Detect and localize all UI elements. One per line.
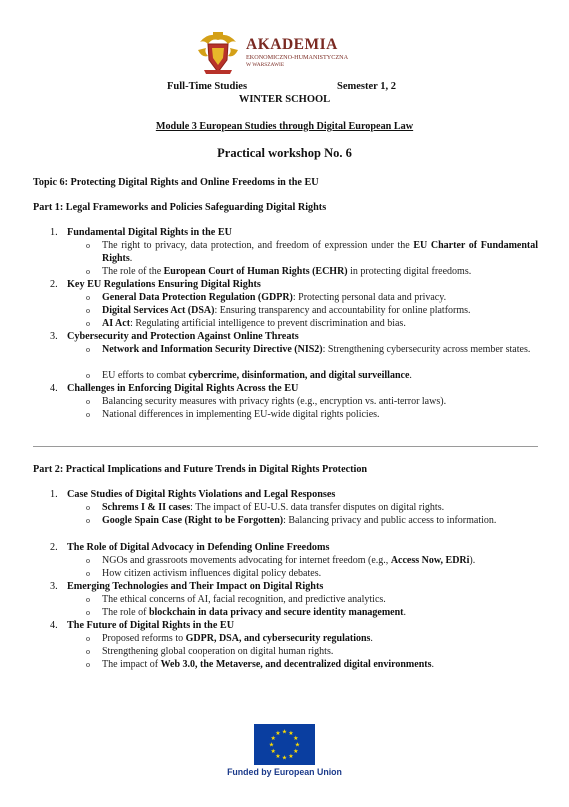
university-logo	[196, 30, 386, 78]
bullet-icon: o	[86, 503, 90, 512]
bullet-icon: o	[86, 647, 90, 656]
bullet-icon: o	[86, 595, 90, 604]
part2-item-2: 2. The Role of Digital Advocacy in Defending Online Freedoms	[50, 542, 330, 553]
bullet-icon: o	[86, 516, 90, 525]
bullet-icon: o	[86, 319, 90, 328]
crest-icon	[196, 30, 240, 76]
eu-star-icon: ★	[270, 749, 276, 755]
bullet-icon: o	[86, 267, 90, 276]
part1-sub-1: o The right to privacy, data protection, and freedom of expression under the EU Charter of Fundamental Rights.	[86, 240, 539, 264]
part2-sub-2: o Google Spain Case (Right to be Forgotten): Balancing privacy and public access to information.	[86, 515, 497, 526]
part1-sub-3: o General Data Protection Regulation (GDPR): Protecting personal data and privacy.	[86, 292, 447, 303]
eu-star-icon: ★	[281, 729, 288, 736]
funded-by-eu: Funded by European Union	[227, 767, 342, 777]
school-name: WINTER SCHOOL	[238, 94, 331, 105]
eu-star-icon: ★	[270, 736, 276, 742]
part1-sub-2: o The role of the European Court of Human Rights (ECHR) in protecting digital freedoms.	[86, 266, 472, 277]
part1-item-1: 1. Fundamental Digital Rights in the EU	[50, 227, 232, 238]
section-divider	[33, 446, 538, 447]
bullet-icon: o	[86, 608, 90, 617]
bullet-icon: o	[86, 556, 90, 565]
bullet-icon: o	[86, 397, 90, 406]
bullet-icon: o	[86, 306, 90, 315]
part2-sub-5: o The ethical concerns of AI, facial recognition, and predictive analytics.	[86, 594, 386, 605]
logo-subtitle: EKONOMICZNO-HUMANISTYCZNA	[246, 54, 349, 61]
eu-star-icon: ★	[268, 742, 275, 749]
study-mode: Full-Time Studies	[167, 81, 248, 92]
eu-star-icon: ★	[281, 755, 288, 762]
part1-sub-4: o Digital Services Act (DSA): Ensuring transparency and accountability for online platforms.	[86, 305, 471, 316]
part2-item-1: 1. Case Studies of Digital Rights Violations and Legal Responses	[50, 489, 336, 500]
eu-star-icon: ★	[288, 731, 294, 738]
part1-item-2: 2. Key EU Regulations Ensuring Digital Rights	[50, 279, 261, 290]
bullet-icon: o	[86, 371, 90, 380]
logo-city: W WARSZAWIE	[246, 62, 285, 68]
part2-sub-7: o Proposed reforms to GDPR, DSA, and cybersecurity regulations.	[86, 633, 373, 644]
part1-title: Part 1: Legal Frameworks and Policies Safeguarding Digital Rights	[33, 202, 327, 213]
part2-sub-9: o The impact of Web 3.0, the Metaverse, and decentralized digital environments.	[86, 659, 434, 670]
part2-sub-1: o Schrems I & II cases: The impact of EU-U.S. data transfer disputes on digital rights.	[86, 502, 445, 513]
bullet-icon: o	[86, 569, 90, 578]
workshop-title: Practical workshop No. 6	[217, 146, 352, 160]
part1-sub-8: o Balancing security measures with privacy rights (e.g., encryption vs. anti-terror laws).	[86, 396, 447, 407]
logo-name: AKADEMIA	[246, 36, 338, 53]
part2-item-4: 4. The Future of Digital Rights in the EU	[50, 620, 235, 631]
part1-item-3: 3. Cybersecurity and Protection Against Online Threats	[50, 331, 299, 342]
bullet-icon: o	[86, 293, 90, 302]
part1-item-4: 4. Challenges in Enforcing Digital Rights Across the EU	[50, 383, 299, 394]
part2-sub-8: o Strengthening global cooperation on digital human rights.	[86, 646, 334, 657]
eu-star-icon: ★	[293, 736, 299, 742]
part2-title: Part 2: Practical Implications and Future Trends in Digital Rights Protection	[33, 464, 368, 475]
eu-flag-icon	[254, 724, 315, 765]
eu-star-icon: ★	[288, 753, 294, 760]
semester: Semester 1, 2	[337, 81, 396, 92]
part1-sub-6: o Network and Information Security Directive (NIS2): Strengthening cybersecurity across member states.	[86, 344, 531, 355]
eu-star-icon: ★	[275, 731, 281, 738]
part2-item-3: 3. Emerging Technologies and Their Impact on Digital Rights	[50, 581, 324, 592]
bullet-icon: o	[86, 410, 90, 419]
module-title: Module 3 European Studies through Digital European Law	[155, 121, 414, 132]
topic-title: Topic 6: Protecting Digital Rights and Online Freedoms in the EU	[33, 177, 319, 188]
eu-star-icon: ★	[275, 753, 281, 760]
part1-sub-5: o AI Act: Regulating artificial intelligence to prevent discrimination and bias.	[86, 318, 406, 329]
part2-sub-4: o How citizen activism influences digital policy debates.	[86, 568, 322, 579]
part1-sub-9: o National differences in implementing EU-wide digital rights policies.	[86, 409, 380, 420]
part2-sub-6: o The role of blockchain in data privacy and secure identity management.	[86, 607, 406, 618]
part2-sub-3: o NGOs and grassroots movements advocating for internet freedom (e.g., Access Now, EDRi).	[86, 555, 476, 566]
eu-star-icon: ★	[293, 749, 299, 755]
eu-star-icon: ★	[294, 742, 301, 749]
bullet-icon: o	[86, 660, 90, 669]
part1-sub-7: o EU efforts to combat cybercrime, disinformation, and digital surveillance.	[86, 370, 412, 381]
bullet-icon: o	[86, 634, 90, 643]
bullet-icon: o	[86, 345, 90, 354]
bullet-icon: o	[86, 241, 90, 250]
